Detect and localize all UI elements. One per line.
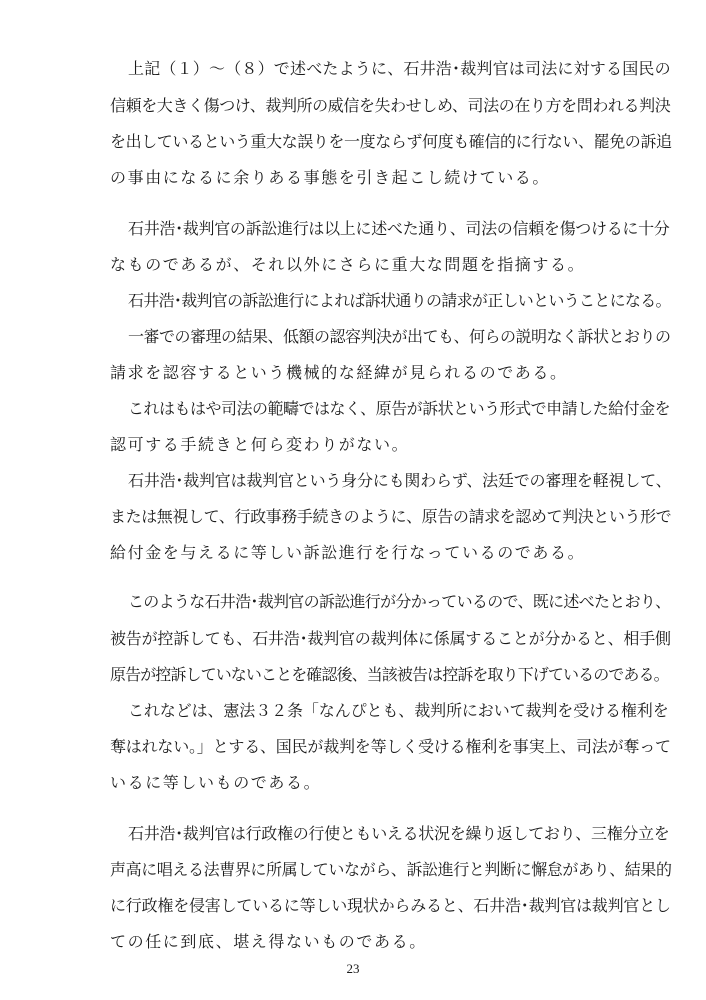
paragraph-line: 奪はれない。」とする、国民が裁判を等しく受ける権利を事実上、司法が奪って: [110, 737, 671, 756]
paragraph-line: このような石井浩･裁判官の訴訟進行が分かっているので、既に述べたとおり、: [128, 592, 671, 611]
paragraph-line: 一審での審理の結果、低額の認容判決が出ても、何らの説明なく訴状とおりの: [128, 327, 671, 346]
paragraph-line: 認可する手続きと何ら変わりがない。: [110, 435, 410, 454]
paragraph-line: これなどは、憲法３２条「なんぴとも、裁判所において裁判を受ける権利を: [128, 701, 669, 720]
paragraph-line: 原告が控訴していないことを確認後、当該被告は控訴を取り下げているのである。: [110, 665, 669, 684]
paragraph-line: を出しているという重大な誤りを一度ならず何度も確信的に行ない、罷免の訴追: [110, 132, 672, 151]
paragraph-line: いるに等しいものである。: [110, 773, 322, 792]
page-number: 23: [346, 961, 360, 976]
paragraph-line: 上記（１）～（８）で述べたように、石井浩･裁判官は司法に対する国民の: [128, 59, 671, 78]
paragraph-line: 被告が控訴しても、石井浩･裁判官の裁判体に係属することが分かると、相手側: [110, 629, 671, 648]
paragraph-line: 声高に唱える法曹界に所属していながら、訴訟進行と判断に懈怠があり、結果的: [110, 860, 672, 879]
paragraph-line: なものであるが、それ以外にさらに重大な問題を指摘する。: [110, 255, 586, 274]
paragraph-line: 石井浩･裁判官は行政権の行使ともいえる状況を繰り返しており、三権分立を: [128, 824, 670, 843]
paragraph-line: または無視して、行政事務手続きのように、原告の請求を認めて判決という形で: [110, 507, 672, 526]
paragraph-line: 信頼を大きく傷つけ、裁判所の威信を失わせしめ、司法の在り方を問われる判決: [110, 96, 671, 115]
paragraph-line: 給付金を与えるに等しい訴訟進行を行なっているのである。: [110, 543, 586, 562]
paragraph-line: の事由になるに余りある事態を引き起こし続けている。: [110, 168, 551, 187]
paragraph-line: に行政権を侵害しているに等しい現状からみると、石井浩･裁判官は裁判官とし: [110, 896, 671, 915]
paragraph-line: 石井浩･裁判官の訴訟進行は以上に述べた通り、司法の信頼を傷つけるに十分: [128, 219, 670, 238]
paragraph-line: 請求を認容するという機械的な経緯が見られるのである。: [110, 363, 568, 382]
paragraph-line: 石井浩･裁判官は裁判官という身分にも関わらず、法廷での審理を軽視して、: [128, 471, 672, 490]
paragraph-line: 石井浩･裁判官の訴訟進行によれば訴状通りの請求が正しいということになる。: [128, 291, 671, 310]
paragraph-line: これはもはや司法の範疇ではなく、原告が訴状という形式で申請した給付金を: [128, 399, 671, 418]
paragraph-line: ての任に到底、堪え得ないものである。: [110, 932, 427, 951]
